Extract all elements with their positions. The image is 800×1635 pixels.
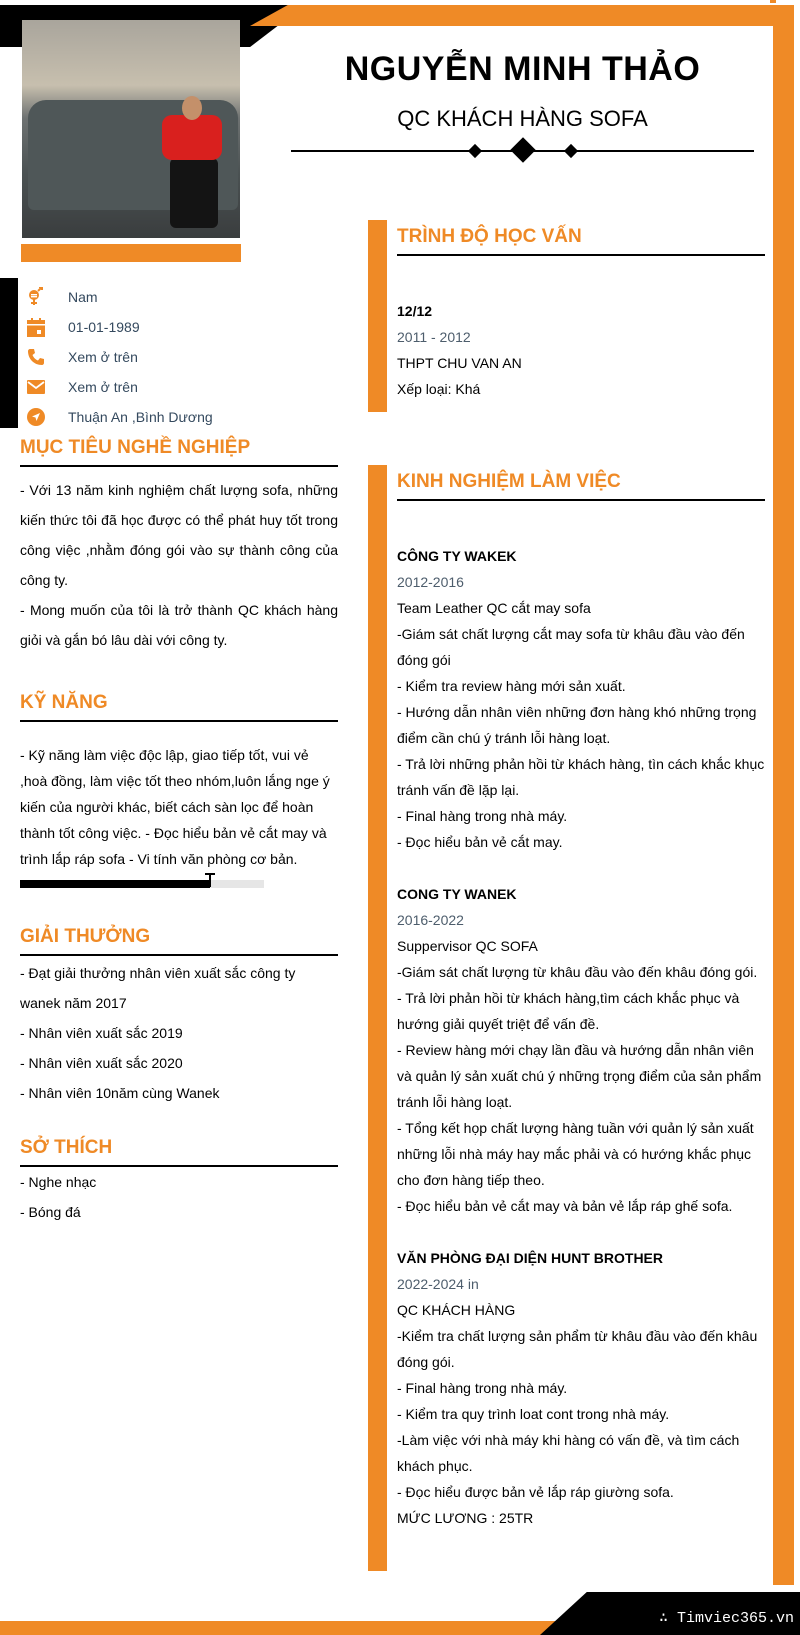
job-detail: - Review hàng mới chạy lần đầu và hướng dẫn nhân viên và quản lý sản xuất chú ý những trọng điểm của sản phẩm tránh lỗi hàng loạt. (397, 1042, 762, 1110)
job-role: Team Leather QC cắt may sofa (397, 600, 591, 616)
job-detail: -Kiểm tra chất lượng sản phẩm từ khâu đầu vào đến khâu đóng gói. (397, 1328, 758, 1370)
experience-entry (397, 1245, 765, 1531)
education-grade: Xếp loại: Khá (397, 381, 481, 397)
job-detail: - Trả lời phản hồi từ khách hàng,tìm cách khắc phục và hướng giải quyết triệt để vấn đề. (397, 990, 740, 1032)
job-role: QC KHÁCH HÀNG (397, 1302, 516, 1318)
experience-entry (397, 543, 765, 855)
award-item: - Nhân viên xuất sắc 2019 (20, 1025, 183, 1041)
job-detail: - Đọc hiểu bản vẻ cắt may. (397, 834, 563, 850)
job-detail: -Giám sát chất lượng cắt may sofa từ khâu đầu vào đến đóng gói (397, 626, 745, 668)
contact-value: Xem ở trên (68, 379, 138, 395)
experience-accent-bar (368, 465, 387, 1571)
avatar-photo (22, 20, 240, 238)
contact-value: Xem ở trên (68, 349, 138, 365)
photo-person-legs (170, 158, 218, 228)
section-awards (20, 926, 338, 1108)
photo-person-shirt (162, 115, 222, 160)
award-item: - Đạt giải thưởng nhân viên xuất sắc công ty wanek năm 2017 (20, 965, 296, 1011)
contact-value: Nam (68, 289, 98, 305)
contact-value: 01-01-1989 (68, 319, 140, 335)
job-detail: - Đọc hiểu được bản vẻ lắp ráp giường sofa. (397, 1484, 674, 1500)
skills-text: - Kỹ năng làm việc độc lập, giao tiếp tốt, vui vẻ ,hoà đồng, làm việc tốt theo nhóm,luôn lắng nge ý kiến của người khác, biết cách sàn lọc để hoàn thành tốt công việc. - Đọc hiểu bản vẻ cắt may và trình lắp ráp sofa - Vi tính văn phòng cơ bản. (20, 747, 330, 867)
job-detail: - Hướng dẫn nhân viên những đơn hàng khó những trọng điểm cần chú ý tránh lỗi hàng loạt. (397, 704, 757, 746)
contact-value: Thuận An ,Bình Dương (68, 409, 213, 425)
decor-right-orange-border (773, 5, 794, 1585)
entry-spacer (397, 1219, 765, 1245)
job-detail: - Final hàng trong nhà máy. (397, 1380, 568, 1396)
decor-top-orange (250, 5, 790, 26)
calendar-icon (26, 317, 46, 337)
job-title: QC KHÁCH HÀNG SOFA (397, 106, 648, 131)
section-title: KỸ NĂNG (20, 692, 338, 722)
decor-right-tick (770, 0, 776, 3)
section-title: SỞ THÍCH (20, 1137, 338, 1167)
photo-accent-bar (21, 244, 241, 262)
job-detail: -Giám sát chất lượng từ khâu đầu vào đến khâu đóng gói. (397, 964, 758, 980)
job-detail: - Tổng kết họp chất lượng hàng tuần với quản lý sản xuất những lỗi nhà máy hay mắc phải và có hướng khắc phục cho đơn hàng tiếp theo. (397, 1120, 754, 1188)
hobby-item: - Bóng đá (20, 1204, 81, 1220)
section-career-goal (20, 437, 338, 655)
company-name: VĂN PHÒNG ĐẠI DIỆN HUNT BROTHER (397, 1250, 664, 1266)
section-education (397, 226, 765, 402)
job-detail: - Kiểm tra quy trình loat cont trong nhà máy. (397, 1406, 670, 1422)
hobby-item: - Nghe nhạc (20, 1174, 97, 1190)
contact-address (26, 402, 213, 432)
education-degree: 12/12 (397, 303, 433, 319)
goal-text: - Với 13 năm kinh nghiệm chất lượng sofa, những kiến thức tôi đã học được có thể phát huy tốt trong công việc ,nhằm đóng gói vào sự thành công của công ty. (20, 482, 338, 588)
divider-diamond-large (510, 137, 535, 162)
contact-list (26, 282, 213, 432)
entry-spacer (397, 855, 765, 881)
job-detail: -Làm việc với nhà máy khi hàng có vấn đề, và tìm cách khách phục. (397, 1432, 740, 1474)
company-name: CONG TY WANEK (397, 886, 517, 902)
section-experience (397, 471, 765, 1531)
section-skills (20, 692, 338, 888)
job-role: Suppervisor QC SOFA (397, 938, 538, 954)
candidate-name: NGUYỄN MINH THẢO (344, 50, 701, 88)
email-icon (26, 377, 46, 397)
company-name: CÔNG TY WAKEK (397, 548, 517, 564)
job-detail: - Trả lời những phản hồi từ khách hàng, tìn cách khắc khục tránh vấn đề lặp lại. (397, 756, 765, 798)
experience-entry (397, 881, 765, 1219)
gender-icon (26, 287, 46, 307)
education-accent-bar (368, 220, 387, 412)
decor-left-black (0, 278, 18, 428)
work-period: 2012-2016 (397, 574, 464, 590)
photo-person-head (182, 96, 202, 120)
divider-diamond-small-left (468, 144, 482, 158)
job-detail: - Kiểm tra review hàng mới sản xuất. (397, 678, 626, 694)
education-period: 2011 - 2012 (397, 329, 471, 345)
location-icon (26, 407, 46, 427)
skill-level-fill (20, 880, 210, 888)
section-title: GIẢI THƯỞNG (20, 926, 338, 956)
work-period: 2022-2024 in (397, 1276, 479, 1292)
section-title: TRÌNH ĐỘ HỌC VẤN (397, 226, 765, 256)
section-title: MỤC TIÊU NGHỀ NGHIỆP (20, 437, 338, 467)
divider-diamond-small-right (564, 144, 578, 158)
skill-level-handle[interactable] (209, 873, 211, 887)
watermark: ∴ Timviec365.vn (658, 1610, 794, 1627)
award-item: - Nhân viên 10năm cùng Wanek (20, 1085, 220, 1101)
award-item: - Nhân viên xuất sắc 2020 (20, 1055, 183, 1071)
contact-phone (26, 342, 213, 372)
section-hobbies (20, 1137, 338, 1227)
work-period: 2016-2022 (397, 912, 464, 928)
job-detail: - Final hàng trong nhà máy. (397, 808, 568, 824)
contact-gender (26, 282, 213, 312)
education-school: THPT CHU VAN AN (397, 355, 522, 371)
salary: MỨC LƯƠNG : 25TR (397, 1510, 534, 1526)
job-detail: - Đọc hiểu bản vẻ cắt may và bản vẻ lắp ráp ghế sofa. (397, 1198, 733, 1214)
contact-birthday (26, 312, 213, 342)
skill-level-slider[interactable] (20, 880, 264, 888)
phone-icon (26, 347, 46, 367)
contact-email (26, 372, 213, 402)
goal-text: - Mong muốn của tôi là trở thành QC khách hàng giỏi và gắn bó lâu dài với công ty. (20, 602, 338, 648)
section-title: KINH NGHIỆM LÀM VIỆC (397, 471, 765, 501)
